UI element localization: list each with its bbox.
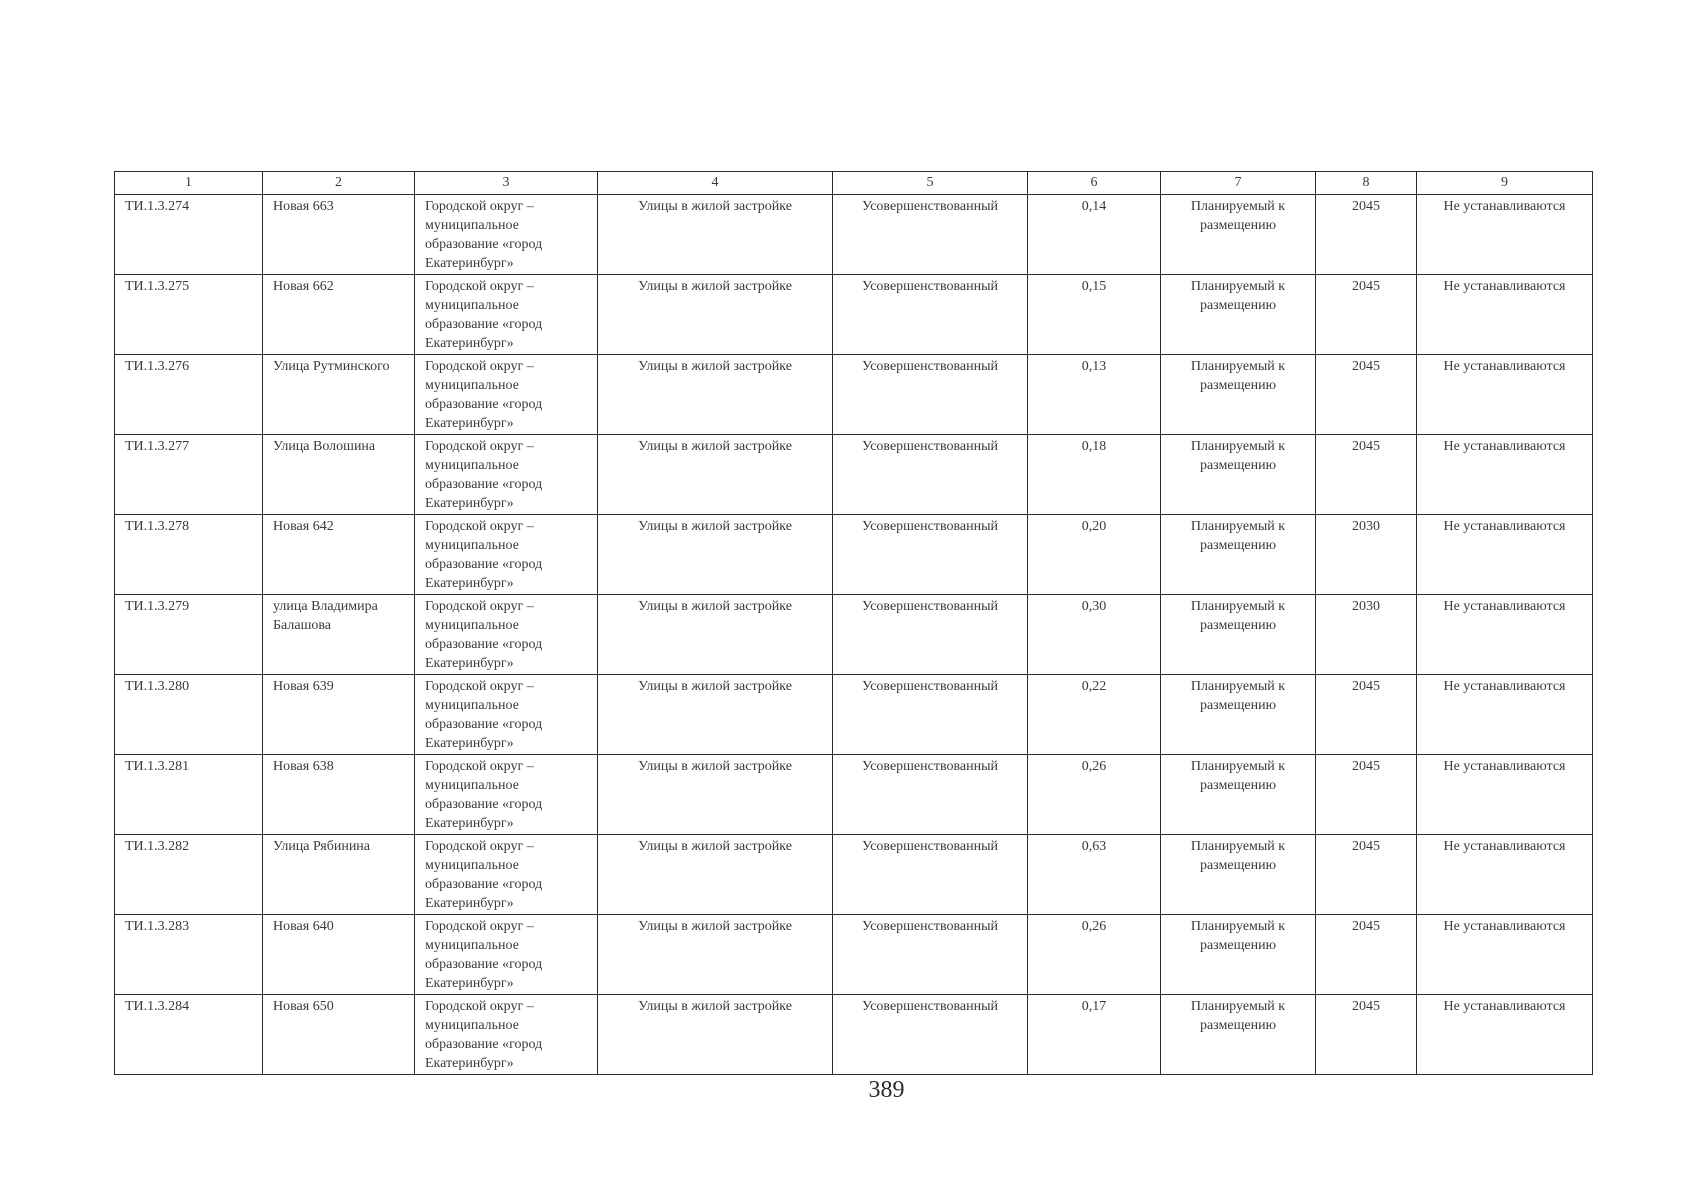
column-header-2: 2 — [263, 172, 415, 195]
registry-table — [114, 171, 1593, 1075]
year-cell: 2045 — [1316, 275, 1417, 355]
length-cell: 0,26 — [1028, 755, 1161, 835]
length-cell: 0,30 — [1028, 595, 1161, 675]
table-row — [115, 595, 1593, 675]
surface-type-cell: Усовершенствованный — [833, 915, 1028, 995]
surface-type-cell: Усовершенствованный — [833, 995, 1028, 1075]
column-header-8: 8 — [1316, 172, 1417, 195]
surface-type-cell: Усовершенствованный — [833, 675, 1028, 755]
year-cell: 2045 — [1316, 675, 1417, 755]
street-category-cell: Улицы в жилой застройке — [598, 195, 833, 275]
year-cell: 2045 — [1316, 195, 1417, 275]
street-name-cell: Новая 650 — [263, 995, 415, 1075]
surface-type-cell: Усовершенствованный — [833, 355, 1028, 435]
zones-cell: Не устанавливаются — [1417, 915, 1593, 995]
municipality-cell: Городской округ – муниципальное образование «город Екатеринбург» — [415, 755, 598, 835]
object-code-cell: ТИ.1.3.283 — [115, 915, 263, 995]
zones-cell: Не устанавливаются — [1417, 835, 1593, 915]
year-cell: 2045 — [1316, 915, 1417, 995]
object-code-cell: ТИ.1.3.284 — [115, 995, 263, 1075]
length-cell: 0,13 — [1028, 355, 1161, 435]
street-name-cell: Новая 663 — [263, 195, 415, 275]
length-cell: 0,15 — [1028, 275, 1161, 355]
municipality-cell: Городской округ – муниципальное образование «город Екатеринбург» — [415, 995, 598, 1075]
year-cell: 2030 — [1316, 515, 1417, 595]
table-row — [115, 995, 1593, 1075]
object-code-cell: ТИ.1.3.282 — [115, 835, 263, 915]
zones-cell: Не устанавливаются — [1417, 995, 1593, 1075]
municipality-cell: Городской округ – муниципальное образование «город Екатеринбург» — [415, 835, 598, 915]
zones-cell: Не устанавливаются — [1417, 195, 1593, 275]
object-code-cell: ТИ.1.3.280 — [115, 675, 263, 755]
status-cell: Планируемый к размещению — [1161, 355, 1316, 435]
object-code-cell: ТИ.1.3.274 — [115, 195, 263, 275]
surface-type-cell: Усовершенствованный — [833, 275, 1028, 355]
table-row — [115, 675, 1593, 755]
column-header-9: 9 — [1417, 172, 1593, 195]
surface-type-cell: Усовершенствованный — [833, 835, 1028, 915]
zones-cell: Не устанавливаются — [1417, 595, 1593, 675]
column-header-1: 1 — [115, 172, 263, 195]
status-cell: Планируемый к размещению — [1161, 915, 1316, 995]
street-name-cell: Новая 638 — [263, 755, 415, 835]
object-code-cell: ТИ.1.3.281 — [115, 755, 263, 835]
surface-type-cell: Усовершенствованный — [833, 755, 1028, 835]
status-cell: Планируемый к размещению — [1161, 995, 1316, 1075]
municipality-cell: Городской округ – муниципальное образование «город Екатеринбург» — [415, 275, 598, 355]
street-category-cell: Улицы в жилой застройке — [598, 595, 833, 675]
surface-type-cell: Усовершенствованный — [833, 435, 1028, 515]
year-cell: 2045 — [1316, 435, 1417, 515]
municipality-cell: Городской округ – муниципальное образование «город Екатеринбург» — [415, 515, 598, 595]
surface-type-cell: Усовершенствованный — [833, 195, 1028, 275]
column-header-4: 4 — [598, 172, 833, 195]
header-row — [115, 172, 1593, 195]
zones-cell: Не устанавливаются — [1417, 355, 1593, 435]
table-row — [115, 835, 1593, 915]
municipality-cell: Городской округ – муниципальное образование «город Екатеринбург» — [415, 915, 598, 995]
column-header-5: 5 — [833, 172, 1028, 195]
street-name-cell: Новая 639 — [263, 675, 415, 755]
street-name-cell: Новая 642 — [263, 515, 415, 595]
street-category-cell: Улицы в жилой застройке — [598, 275, 833, 355]
street-category-cell: Улицы в жилой застройке — [598, 915, 833, 995]
street-category-cell: Улицы в жилой застройке — [598, 675, 833, 755]
street-category-cell: Улицы в жилой застройке — [598, 755, 833, 835]
length-cell: 0,17 — [1028, 995, 1161, 1075]
street-name-cell: улица Владимира Балашова — [263, 595, 415, 675]
table-row — [115, 355, 1593, 435]
street-name-cell: Улица Рябинина — [263, 835, 415, 915]
status-cell: Планируемый к размещению — [1161, 275, 1316, 355]
status-cell: Планируемый к размещению — [1161, 435, 1316, 515]
length-cell: 0,26 — [1028, 915, 1161, 995]
length-cell: 0,63 — [1028, 835, 1161, 915]
table-row — [115, 275, 1593, 355]
page-number: 389 — [868, 1077, 905, 1103]
municipality-cell: Городской округ – муниципальное образование «город Екатеринбург» — [415, 595, 598, 675]
object-code-cell: ТИ.1.3.277 — [115, 435, 263, 515]
table-row — [115, 755, 1593, 835]
zones-cell: Не устанавливаются — [1417, 435, 1593, 515]
object-code-cell: ТИ.1.3.276 — [115, 355, 263, 435]
year-cell: 2045 — [1316, 755, 1417, 835]
column-header-6: 6 — [1028, 172, 1161, 195]
street-category-cell: Улицы в жилой застройке — [598, 355, 833, 435]
year-cell: 2045 — [1316, 355, 1417, 435]
zones-cell: Не устанавливаются — [1417, 755, 1593, 835]
table-row — [115, 515, 1593, 595]
status-cell: Планируемый к размещению — [1161, 195, 1316, 275]
municipality-cell: Городской округ – муниципальное образование «город Екатеринбург» — [415, 435, 598, 515]
surface-type-cell: Усовершенствованный — [833, 515, 1028, 595]
municipality-cell: Городской округ – муниципальное образование «город Екатеринбург» — [415, 195, 598, 275]
length-cell: 0,20 — [1028, 515, 1161, 595]
street-name-cell: Новая 640 — [263, 915, 415, 995]
zones-cell: Не устанавливаются — [1417, 515, 1593, 595]
status-cell: Планируемый к размещению — [1161, 675, 1316, 755]
table-row — [115, 435, 1593, 515]
table-row — [115, 195, 1593, 275]
table-row — [115, 915, 1593, 995]
zones-cell: Не устанавливаются — [1417, 275, 1593, 355]
object-code-cell: ТИ.1.3.278 — [115, 515, 263, 595]
status-cell: Планируемый к размещению — [1161, 595, 1316, 675]
street-name-cell: Улица Рутминского — [263, 355, 415, 435]
year-cell: 2045 — [1316, 995, 1417, 1075]
status-cell: Планируемый к размещению — [1161, 515, 1316, 595]
object-code-cell: ТИ.1.3.275 — [115, 275, 263, 355]
length-cell: 0,14 — [1028, 195, 1161, 275]
length-cell: 0,22 — [1028, 675, 1161, 755]
status-cell: Планируемый к размещению — [1161, 755, 1316, 835]
street-name-cell: Улица Волошина — [263, 435, 415, 515]
street-category-cell: Улицы в жилой застройке — [598, 515, 833, 595]
street-name-cell: Новая 662 — [263, 275, 415, 355]
year-cell: 2045 — [1316, 835, 1417, 915]
street-category-cell: Улицы в жилой застройке — [598, 995, 833, 1075]
object-code-cell: ТИ.1.3.279 — [115, 595, 263, 675]
column-header-7: 7 — [1161, 172, 1316, 195]
length-cell: 0,18 — [1028, 435, 1161, 515]
surface-type-cell: Усовершенствованный — [833, 595, 1028, 675]
zones-cell: Не устанавливаются — [1417, 675, 1593, 755]
status-cell: Планируемый к размещению — [1161, 835, 1316, 915]
municipality-cell: Городской округ – муниципальное образование «город Екатеринбург» — [415, 355, 598, 435]
column-header-3: 3 — [415, 172, 598, 195]
municipality-cell: Городской округ – муниципальное образование «город Екатеринбург» — [415, 675, 598, 755]
year-cell: 2030 — [1316, 595, 1417, 675]
street-category-cell: Улицы в жилой застройке — [598, 435, 833, 515]
street-category-cell: Улицы в жилой застройке — [598, 835, 833, 915]
